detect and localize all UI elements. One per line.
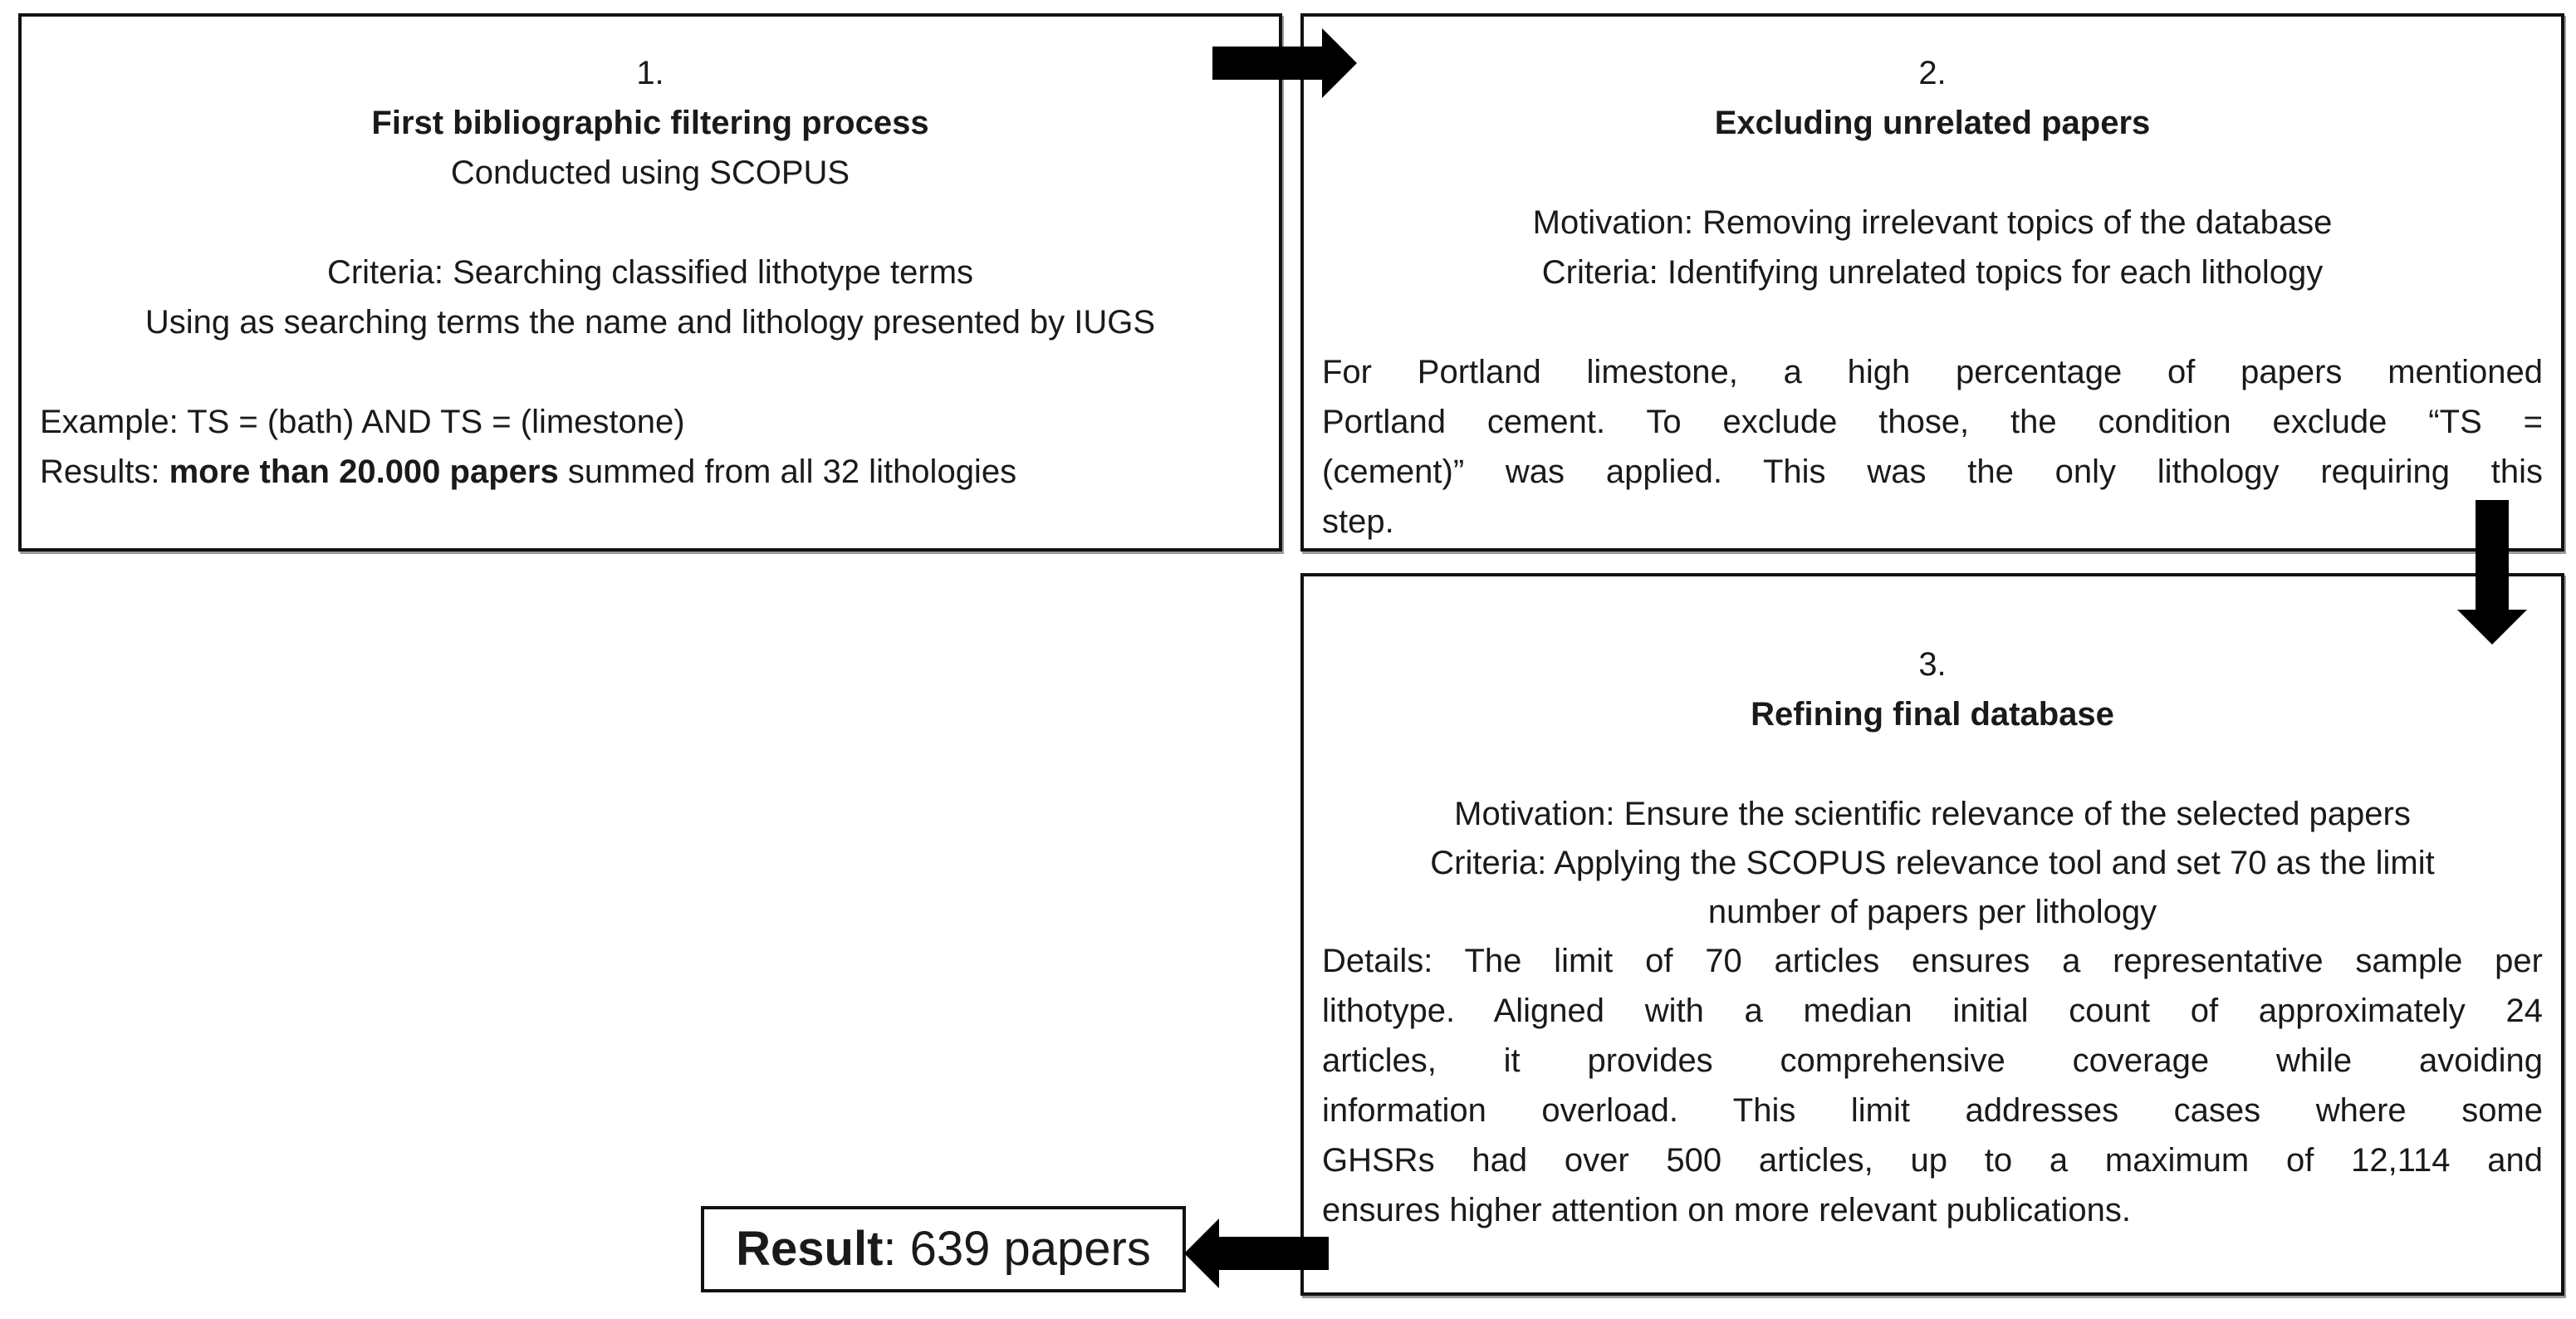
step3-details-line-6: ensures higher attention on more relevant publications. (1322, 1192, 2131, 1228)
step1-results-prefix: Results: (40, 454, 169, 490)
step1-results-bold: more than 20.000 papers (169, 454, 559, 490)
step1-results (22, 447, 1279, 497)
step2-motivation: Motivation: Removing irrelevant topics of the database (1532, 204, 2333, 241)
step2-paragraph-line-4: step. (1322, 503, 1394, 540)
step3-criteria-line-2: number of papers per lithology (1707, 894, 2157, 930)
step1-results-suffix: summed from all 32 lithologies (558, 454, 1017, 490)
step2-paragraph-line-3: (cement)” was applied. This was the only lithology requiring this (1322, 454, 2543, 490)
step2-paragraph-line-2: Portland cement. To exclude those, the condition exclude “TS = (1322, 404, 2543, 440)
step2-criteria: Criteria: Identifying unrelated topics for each lithology (1541, 254, 2324, 291)
step3-details-line-3: articles, it provides comprehensive coverage while avoiding (1322, 1042, 2543, 1079)
step3-title: Refining final database (1751, 696, 2114, 733)
step3-motivation: Motivation: Ensure the scientific relevance of the selected papers (1454, 796, 2411, 832)
step3-details-line-1: Details: The limit of 70 articles ensures a representative sample per (1322, 943, 2543, 979)
step3-number: 3. (1918, 646, 1947, 683)
step1-criteria-detail: Using as searching terms the name and lithology presented by IUGS (144, 304, 1156, 341)
step3-details-line-2: lithotype. Aligned with a median initial count of approximately 24 (1322, 993, 2543, 1029)
step2-paragraph-line-1: For Portland limestone, a high percentage of papers mentioned (1322, 354, 2543, 390)
step1-title: First bibliographic filtering process (371, 105, 929, 141)
step3-details-line-4: information overload. This limit addresses cases where some (1322, 1092, 2543, 1129)
step1-subtitle: Conducted using SCOPUS (450, 154, 850, 191)
result-label: Result (736, 1222, 884, 1276)
step1-example: Example: TS = (bath) AND TS = (limestone) (40, 404, 685, 440)
step3-details-line-5: GHSRs had over 500 articles, up to a maximum of 12,114 and (1322, 1142, 2543, 1179)
step2-number: 2. (1918, 55, 1947, 91)
step2-box (1300, 13, 2564, 552)
result-value: : 639 papers (883, 1222, 1151, 1276)
step3-criteria-line-1: Criteria: Applying the SCOPUS relevance tool and set 70 as the limit (1430, 845, 2435, 881)
result-box (701, 1206, 1186, 1292)
step3-box (1300, 573, 2564, 1296)
step1-criteria: Criteria: Searching classified lithotype terms (326, 254, 974, 291)
step1-number: 1. (636, 55, 664, 91)
step2-title: Excluding unrelated papers (1714, 105, 2151, 141)
step1-box (18, 13, 1282, 552)
